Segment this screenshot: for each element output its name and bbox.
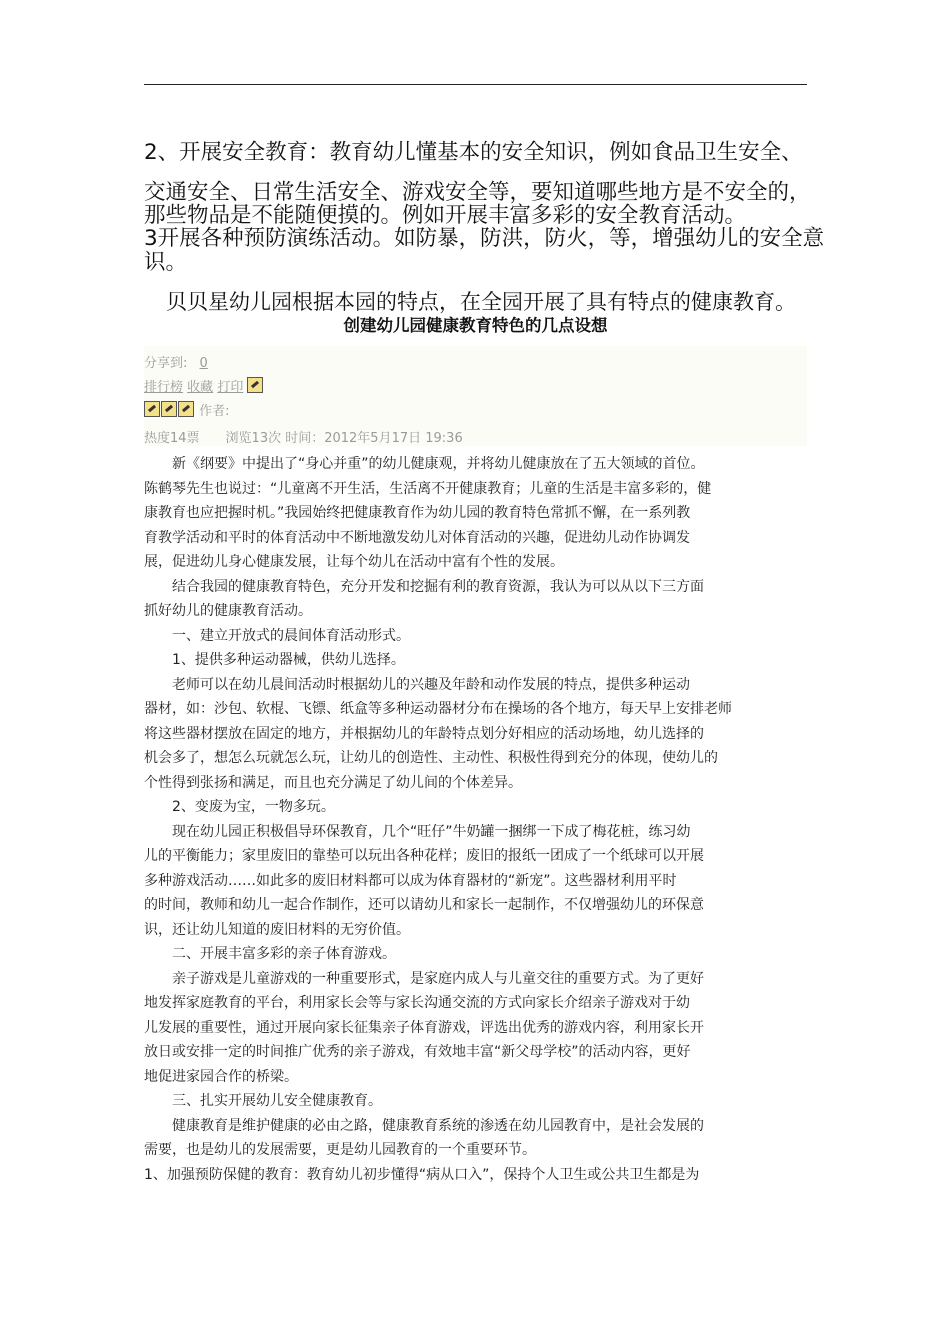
share-row: [144, 352, 208, 371]
author-label: 作者:: [199, 404, 230, 419]
body-line: 将这些器材摆放在固定的地方，并根据幼儿的年龄特点划分好相应的活动场地，幼儿选择的: [144, 725, 704, 742]
body-line: 亲子游戏是儿童游戏的一种重要形式，是家庭内成人与儿童交往的重要方式。为了更好: [172, 970, 704, 987]
body-line: 放日或安排一定的时间推广优秀的亲子游戏，有效地丰富“新父母学校”的活动内容，更好: [144, 1044, 691, 1060]
body-line: 器材，如：沙包、软棍、飞镖、纸盒等多种运动器材分布在操场的各个地方，每天早上安排老师: [144, 701, 732, 717]
body-line: 三、扎实开展幼儿安全健康教育。: [172, 1093, 382, 1109]
body-line: 二、开展丰富多彩的亲子体育游戏。: [172, 946, 396, 962]
body-line: 个性得到张扬和满足，而且也充分满足了幼儿间的个体差异。: [144, 774, 522, 791]
body-line: 地发挥家庭教育的平台，利用家长会等与家长沟通交流的方式向家长介绍亲子游戏对于幼: [144, 995, 690, 1011]
safety-paragraph-line: 2、开展安全教育：教育幼儿懂基本的安全知识，例如食品卫生安全、: [144, 140, 803, 165]
share-icon[interactable]: [144, 401, 160, 417]
body-line: 2、变废为宝，一物多玩。: [172, 799, 335, 815]
drill-paragraph-line: 3开展各种预防演练活动。如防暴，防洪，防火，等，增强幼儿的安全意: [144, 226, 825, 251]
body-line: 育教学活动和平时的体育活动中不断地激发幼儿对体育活动的兴趣，促进幼儿动作协调发: [144, 529, 690, 546]
body-line: 1、提供多种运动器械，供幼儿选择。: [172, 652, 405, 668]
body-line: 儿发展的重要性，通过开展向家长征集亲子体育游戏，评选出优秀的游戏内容，利用家长开: [144, 1019, 704, 1036]
body-line: 现在幼儿园正积极倡导环保教育，几个“旺仔”牛奶罐一捆绑一下成了梅花桩，练习幼: [172, 823, 691, 840]
article-body: [144, 452, 808, 1187]
article-title: 创建幼儿园健康教育特色的几点设想: [343, 316, 608, 335]
intro-line: 贝贝星幼儿园根据本园的特点，在全园开展了具有特点的健康教育。: [166, 290, 796, 314]
body-line: 1、加强预防保健的教育：教育幼儿初步懂得“病从口入”，保持个人卫生或公共卫生都是为: [144, 1166, 700, 1183]
header-rule: [144, 84, 807, 85]
body-line: 的时间，教师和幼儿一起合作制作，还可以请幼儿和家长一起制作，不仅增强幼儿的环保意: [144, 897, 704, 913]
drill-paragraph-line: 识。: [144, 250, 188, 275]
body-line: 地促进家园合作的桥梁。: [144, 1068, 298, 1085]
body-line: 健康教育是维护健康的必由之路，健康教育系统的渗透在幼儿园教育中，是社会发展的: [172, 1117, 704, 1134]
body-line: 机会多了，想怎么玩就怎么玩，让幼儿的创造性、主动性、积极性得到充分的体现，使幼儿的: [144, 750, 718, 766]
stats-line: 热度14票 浏览13次 时间：2012年5月17日 19:36: [144, 431, 463, 446]
body-line: 抓好幼儿的健康教育活动。: [144, 603, 312, 619]
safety-paragraph-line: 交通安全、日常生活安全、游戏安全等，要知道哪些地方是不安全的，: [144, 180, 811, 205]
body-line: 康教育也应把握时机。”我园始终把健康教育作为幼儿园的教育特色常抓不懈，在一系列教: [144, 505, 691, 521]
share-icon[interactable]: [161, 401, 177, 417]
body-line: 结合我园的健康教育特色，充分开发和挖掘有利的教育资源，我认为可以从以下三方面: [172, 578, 704, 595]
author-row: [144, 400, 230, 419]
body-line: 一、建立开放式的晨间体育活动形式。: [172, 627, 410, 644]
body-line: 新《纲要》中提出了“身心并重”的幼儿健康观，并将幼儿健康放在了五大领域的首位。: [172, 456, 705, 472]
print-icon[interactable]: [247, 377, 263, 393]
body-line: 识，还让幼儿知道的废旧材料的无穷价值。: [144, 921, 410, 938]
favorite-link[interactable]: 收藏: [187, 380, 214, 395]
print-link[interactable]: 打印: [217, 380, 244, 395]
ranking-link[interactable]: 排行榜: [144, 380, 184, 395]
body-line: 老师可以在幼儿晨间活动时根据幼儿的兴趣及年龄和动作发展的特点，提供多种运动: [172, 676, 690, 693]
body-line: 展，促进幼儿身心健康发展，让每个幼儿在活动中富有个性的发展。: [144, 554, 564, 570]
body-line: 多种游戏活动……如此多的废旧材料都可以成为体育器材的“新宠”。这些器材利用平时: [144, 872, 677, 889]
action-row: [144, 376, 264, 395]
share-count-link[interactable]: 0: [199, 356, 208, 371]
safety-paragraph-line: 那些物品是不能随便摸的。例如开展丰富多彩的安全教育活动。: [144, 203, 747, 228]
body-line: 儿的平衡能力；家里废旧的靠垫可以玩出各种花样；废旧的报纸一团成了一个纸球可以开展: [144, 848, 704, 864]
body-line: 需要，也是幼儿的发展需要，更是幼儿园教育的一个重要环节。: [144, 1142, 536, 1158]
share-icon[interactable]: [178, 401, 194, 417]
share-label: 分享到:: [144, 356, 188, 371]
body-line: 陈鹤琴先生也说过：“儿童离不开生活，生活离不开健康教育；儿童的生活是丰富多彩的，健: [144, 480, 712, 497]
